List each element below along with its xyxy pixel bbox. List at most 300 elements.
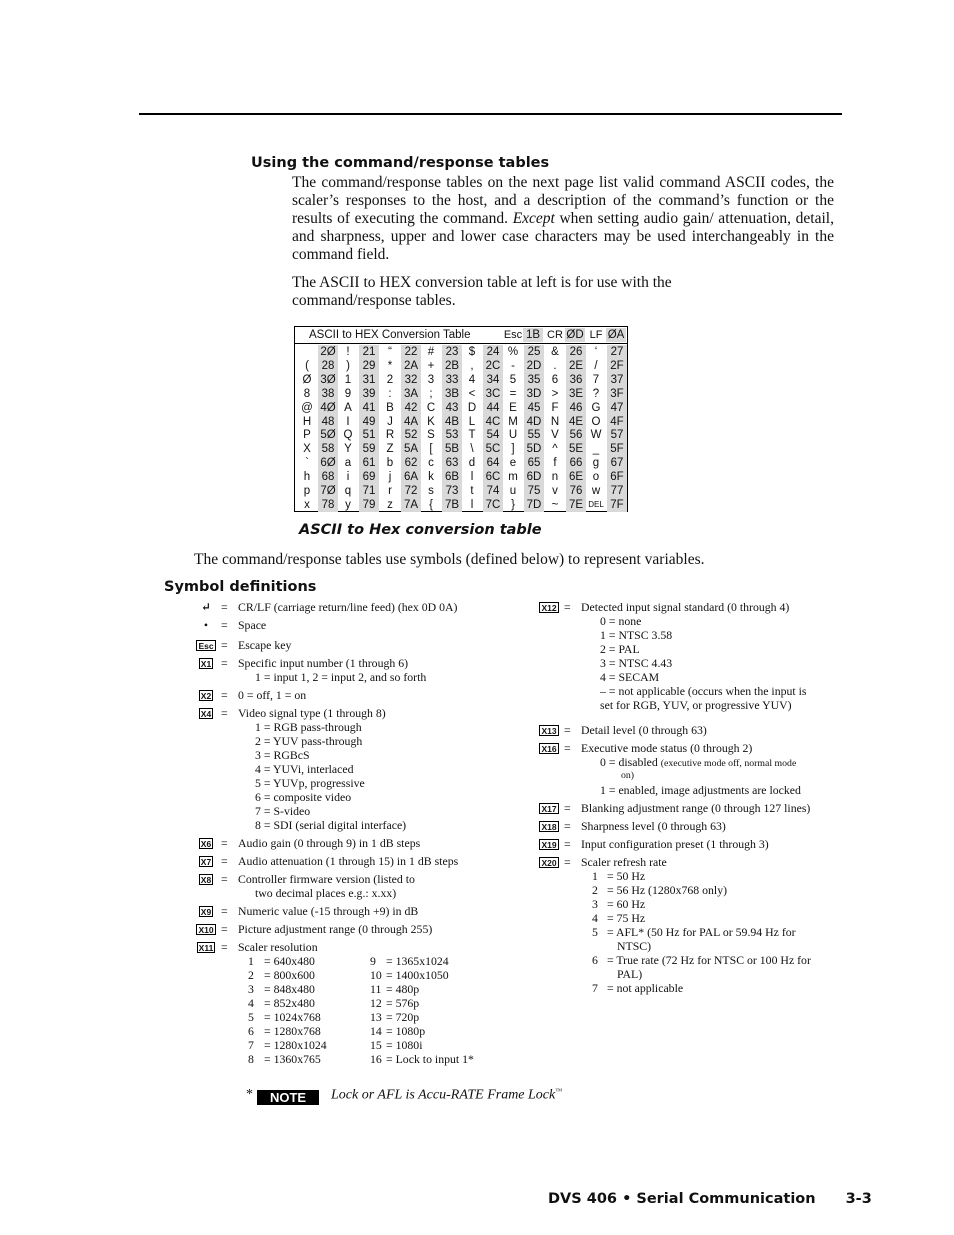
ascii-char: 4: [468, 373, 476, 386]
ascii-char: &: [551, 346, 559, 358]
ascii-hex: 23: [442, 345, 462, 359]
ascii-hex: 35: [524, 373, 544, 387]
ascii-char: I: [346, 415, 350, 428]
ascii-hex: 75: [524, 484, 544, 498]
ascii-char: _: [592, 443, 600, 456]
resolution-num: 8: [248, 1052, 254, 1066]
resolution-value: = 1360x765: [264, 1052, 321, 1066]
resolution-value: = 1024x768: [264, 1010, 321, 1024]
right-symbol-2-key-box: X16: [541, 744, 557, 754]
ascii-hex: 3Ø: [318, 373, 338, 387]
ascii-hex: 45: [524, 401, 544, 415]
left-symbol-5-sub: 6 = composite video: [255, 790, 352, 804]
ascii-hex: 6Ø: [318, 456, 338, 470]
ascii-char: P: [303, 429, 311, 442]
right-symbol-6: [538, 855, 868, 869]
left-symbol-0-equals: =: [221, 600, 228, 614]
ascii-char: u: [509, 485, 517, 497]
left-symbol-5-sub: 5 = YUVp, progressive: [255, 776, 365, 790]
ascii-header-hex: 1B: [523, 328, 543, 342]
resolution-value: = 640x480: [264, 954, 315, 968]
x12-sub: – = not applicable (occurs when the input is: [600, 684, 807, 698]
right-symbol-2-key: [538, 741, 560, 755]
right-symbol-6-equals: =: [564, 855, 571, 869]
ascii-hex: 5Ø: [318, 428, 338, 442]
ascii-hex: 21: [359, 345, 379, 359]
left-symbol-4: [195, 688, 525, 702]
ascii-hex: 62: [401, 456, 421, 470]
ascii-hex: 72: [401, 484, 421, 498]
right-symbol-0-equals: =: [564, 600, 571, 614]
right-symbol-2-equals: =: [564, 741, 571, 755]
left-symbol-3-equals: =: [221, 656, 228, 670]
resolution-value: = Lock to input 1*: [386, 1052, 474, 1066]
ascii-char: s: [428, 485, 434, 497]
left-symbol-5-sub: 2 = YUV pass-through: [255, 734, 363, 748]
ascii-hex: 49: [359, 415, 379, 429]
right-symbol-0-key: [538, 600, 560, 614]
ascii-hex: 67: [607, 456, 627, 470]
refresh-num: 3: [592, 897, 598, 911]
ascii-char: ): [346, 359, 350, 372]
left-symbol-2: [195, 638, 525, 652]
ascii-hex: 5A: [401, 442, 421, 456]
left-symbol-5-sub: 3 = RGBcS: [255, 748, 310, 762]
ascii-hex: 51: [359, 428, 379, 442]
ascii-char: 6: [551, 373, 559, 386]
ascii-char: o: [592, 471, 600, 484]
ascii-char: a: [344, 457, 352, 470]
ascii-char: -: [511, 359, 515, 372]
resolution-num: 6: [248, 1024, 254, 1038]
ascii-hex: 61: [359, 456, 379, 470]
resolution-num: 10: [370, 968, 382, 982]
ascii-hex: 7C: [483, 498, 503, 512]
right-symbol-3-desc: Blanking adjustment range (0 through 127 lines): [581, 801, 811, 815]
ascii-char: D: [467, 401, 477, 414]
left-symbol-4-desc: 0 = off, 1 = on: [238, 688, 307, 702]
ascii-hex: 73: [442, 484, 462, 498]
left-symbol-5-key: [195, 706, 217, 720]
ascii-char: .: [553, 359, 557, 372]
left-symbol-2-desc: Escape key: [238, 638, 292, 652]
resolution-value: = 1080p: [386, 1024, 426, 1038]
ascii-hex: 76: [566, 484, 586, 498]
ascii-hex: 6C: [483, 470, 503, 484]
ascii-char: B: [386, 401, 394, 414]
left-symbol-6-equals: =: [221, 836, 228, 850]
resolution-value: = 480p: [386, 982, 420, 996]
ascii-char: +: [427, 359, 435, 372]
left-symbol-5: [195, 706, 525, 720]
resolution-value: = 800x600: [264, 968, 315, 982]
left-symbol-11: [195, 940, 525, 954]
ascii-hex: 4F: [607, 415, 627, 429]
right-symbol-1-key-box: X13: [541, 726, 557, 736]
ascii-hex: 5C: [483, 442, 503, 456]
ascii-char: K: [427, 415, 435, 428]
ascii-hex: 3E: [566, 387, 586, 401]
ascii-char: ?: [592, 387, 600, 400]
left-symbol-6-key: [195, 836, 217, 850]
ascii-hex: 7A: [401, 498, 421, 512]
x12-sub: 2 = PAL: [600, 642, 640, 656]
resolution-num: 9: [370, 954, 376, 968]
ascii-header-char: CR: [547, 329, 563, 341]
right-symbol-3-key: [538, 801, 560, 815]
left-symbol-6-desc: Audio gain (0 through 9) in 1 dB steps: [238, 836, 421, 850]
paragraph-1-part-a: The command/response tables on the next page list valid command ASCII codes, the scaler’s responses to the host, and a description of the command’s function or the results of executing the command.: [292, 174, 834, 227]
ascii-hex: 65: [524, 456, 544, 470]
left-symbol-5-equals: =: [221, 706, 228, 720]
ascii-char: :: [388, 387, 392, 400]
ascii-hex: 53: [442, 428, 462, 442]
refresh-value: = not applicable: [607, 981, 684, 995]
ascii-char: G: [591, 401, 601, 414]
ascii-char: =: [509, 387, 517, 400]
left-symbol-9-equals: =: [221, 904, 228, 918]
resolution-num: 3: [248, 982, 254, 996]
ascii-char: !: [346, 346, 350, 358]
ascii-hex: 4Ø: [318, 401, 338, 415]
ascii-char: z: [387, 498, 393, 511]
ascii-char: >: [551, 387, 559, 400]
left-symbol-1-desc: Space: [238, 618, 267, 632]
left-symbol-3-desc: Specific input number (1 through 6): [238, 656, 409, 670]
x16-sub-small: (executive mode off, normal mode: [660, 758, 797, 769]
ascii-hex: 29: [359, 359, 379, 373]
paragraph-1-part-b: when setting audio gain/ attenuation, detail, and sharpness, upper and lower case characters may be used interchangeably in the command field.: [292, 210, 834, 263]
paragraph-1-emphasis: Except: [512, 210, 555, 227]
left-symbol-3-sub: 1 = input 1, 2 = input 2, and so forth: [255, 670, 427, 684]
ascii-hex: 4B: [442, 415, 462, 429]
ascii-hex: 4C: [483, 415, 503, 429]
ascii-hex: 7E: [566, 498, 586, 512]
ascii-hex: 6B: [442, 470, 462, 484]
ascii-char: `: [305, 457, 309, 470]
resolution-num: 7: [248, 1038, 254, 1052]
right-symbol-3: [538, 801, 868, 815]
ascii-char: L: [468, 415, 476, 428]
left-symbol-4-equals: =: [221, 688, 228, 702]
ascii-char: X: [303, 443, 311, 456]
x12-sub: 1 = NTSC 3.58: [600, 628, 673, 642]
ascii-char: M: [508, 415, 518, 428]
ascii-char: %: [507, 346, 519, 358]
ascii-hex: 37: [607, 373, 627, 387]
right-symbol-1: [538, 723, 868, 737]
resolution-value: = 576p: [386, 996, 420, 1010]
refresh-value: = 50 Hz: [607, 869, 646, 883]
ascii-hex: 3F: [607, 387, 627, 401]
ascii-hex: 63: [442, 456, 462, 470]
ascii-char: ‘: [594, 346, 598, 358]
ascii-hex: 28: [318, 359, 338, 373]
refresh-value: PAL): [617, 967, 643, 981]
ascii-hex: 77: [607, 484, 627, 498]
refresh-num: 5: [592, 925, 598, 939]
ascii-hex: 42: [401, 401, 421, 415]
ascii-hex: 57: [607, 428, 627, 442]
ascii-char: p: [303, 485, 311, 497]
note-badge: NOTE: [257, 1090, 319, 1105]
ascii-char: g: [592, 457, 600, 470]
left-symbol-4-key: [195, 688, 217, 702]
x12-sub: 4 = SECAM: [600, 670, 660, 684]
ascii-char: $: [468, 346, 476, 358]
left-symbol-5-desc: Video signal type (1 through 8): [238, 706, 386, 720]
left-symbol-7-key: [195, 854, 217, 868]
left-symbol-5-sub: 4 = YUVi, interlaced: [255, 762, 354, 776]
right-symbol-1-desc: Detail level (0 through 63): [581, 723, 707, 737]
ascii-hex: 3A: [401, 387, 421, 401]
ascii-char: x: [304, 498, 310, 511]
right-symbol-0: [538, 600, 868, 614]
ascii-char: v: [552, 485, 558, 497]
ascii-char: O: [591, 415, 601, 428]
refresh-value: = AFL* (50 Hz for PAL or 59.94 Hz for: [607, 925, 796, 939]
left-symbol-11-key-box: X11: [198, 943, 214, 953]
ascii-char: Z: [386, 443, 394, 456]
right-symbol-1-key: [538, 723, 560, 737]
right-symbol-4-equals: =: [564, 819, 571, 833]
left-symbol-8-key: [195, 872, 217, 886]
resolution-num: 4: [248, 996, 254, 1010]
ascii-char: *: [387, 359, 393, 372]
left-symbol-9-key: [195, 904, 217, 918]
right-symbol-4-desc: Sharpness level (0 through 63): [581, 819, 726, 833]
left-symbol-2-key: [195, 638, 217, 652]
ascii-char: l: [470, 498, 474, 511]
resolution-num: 13: [370, 1010, 382, 1024]
ascii-char: t: [470, 485, 474, 497]
ascii-hex: 2A: [401, 359, 421, 373]
ascii-hex: 36: [566, 373, 586, 387]
left-symbol-9: [195, 904, 525, 918]
symbols-heading: Symbol definitions: [164, 579, 317, 595]
resolution-num: 15: [370, 1038, 382, 1052]
ascii-char: Ø: [302, 373, 312, 386]
ascii-char: ;: [429, 387, 433, 400]
ascii-hex: 5B: [442, 442, 462, 456]
note-text: [331, 1087, 562, 1104]
left-symbol-8-equals: =: [221, 872, 228, 886]
left-symbol-0-key: ↵: [201, 600, 211, 614]
ascii-hex: 41: [359, 401, 379, 415]
ascii-header-hex: ØA: [607, 329, 625, 341]
ascii-header-char: LF: [589, 329, 603, 341]
right-symbol-0-key-box: X12: [541, 603, 557, 613]
resolution-num: 5: [248, 1010, 254, 1024]
ascii-char: i: [346, 471, 350, 484]
ascii-char: f: [553, 457, 557, 470]
right-symbol-4-key: [538, 819, 560, 833]
left-symbol-0-desc: CR/LF (carriage return/line feed) (hex 0D 0A): [238, 600, 458, 614]
ascii-hex: 39: [359, 387, 379, 401]
resolution-num: 16: [370, 1052, 382, 1066]
refresh-num: 7: [592, 981, 598, 995]
left-symbol-6-key-box: X6: [200, 839, 212, 849]
ascii-char: ~: [551, 498, 559, 511]
section-heading: Using the command/response tables: [251, 155, 550, 171]
ascii-hex: 46: [566, 401, 586, 415]
ascii-char: e: [509, 457, 517, 470]
ascii-hex: 69: [359, 470, 379, 484]
left-symbol-10-equals: =: [221, 922, 228, 936]
ascii-hex: 24: [483, 345, 503, 359]
ascii-char: <: [468, 387, 476, 400]
ascii-char: W: [590, 429, 602, 442]
left-symbol-10-desc: Picture adjustment range (0 through 255): [238, 922, 433, 936]
ascii-table-title: ASCII to HEX Conversion Table: [309, 329, 471, 341]
left-symbol-11-desc: Scaler resolution: [238, 940, 318, 954]
ascii-hex: 7B: [442, 498, 462, 512]
ascii-hex: 5E: [566, 442, 586, 456]
ascii-hex: 27: [607, 345, 627, 359]
right-symbol-6-desc: Scaler refresh rate: [581, 855, 667, 869]
ascii-char: Q: [343, 429, 353, 442]
ascii-char: 8: [303, 387, 311, 400]
ascii-char: h: [303, 471, 311, 484]
right-symbol-3-key-box: X17: [541, 804, 557, 814]
ascii-hex: 2B: [442, 359, 462, 373]
note-text-body: Lock or AFL is Accu-RATE Frame Lock: [331, 1087, 556, 1103]
resolution-num: 1: [248, 954, 254, 968]
left-symbol-10-key: [195, 922, 217, 936]
ascii-hex: 5F: [607, 442, 627, 456]
left-symbol-0: [195, 600, 525, 614]
right-symbol-5-equals: =: [564, 837, 571, 851]
ascii-char: 3: [427, 373, 435, 386]
ascii-table-divider: [295, 343, 627, 344]
left-symbol-5-sub: 7 = S-video: [255, 804, 311, 818]
ascii-char: S: [427, 429, 435, 442]
footer-title: DVS 406 • Serial Communication: [548, 1191, 816, 1207]
resolution-value: = 1365x1024: [386, 954, 449, 968]
left-symbol-11-equals: =: [221, 940, 228, 954]
x12-sub: set for RGB, YUV, or progressive YUV): [600, 698, 792, 712]
left-symbol-1-equals: =: [221, 618, 228, 632]
page-footer: [548, 1191, 872, 1207]
ascii-char: m: [508, 471, 518, 484]
ascii-char: l: [470, 471, 474, 484]
resolution-num: 14: [370, 1024, 382, 1038]
left-symbol-3-key: [195, 656, 217, 670]
ascii-hex: 71: [359, 484, 379, 498]
x16-sub-wrap: on): [621, 770, 635, 781]
resolution-value: = 1080i: [386, 1038, 423, 1052]
ascii-hex: 7Ø: [318, 484, 338, 498]
right-symbol-6-key-box: X20: [541, 858, 557, 868]
left-symbol-7-key-box: X7: [200, 857, 212, 867]
ascii-hex: 3D: [524, 387, 544, 401]
left-symbol-3: [195, 656, 525, 670]
ascii-char: @: [301, 401, 313, 414]
ascii-char: N: [550, 415, 560, 428]
ascii-char: R: [385, 429, 395, 442]
ascii-hex: 2D: [524, 359, 544, 373]
ascii-hex: 54: [483, 428, 503, 442]
right-symbol-1-equals: =: [564, 723, 571, 737]
ascii-hex: 44: [483, 401, 503, 415]
ascii-char: J: [387, 415, 393, 428]
ascii-hex: 6F: [607, 470, 627, 484]
right-symbol-2-desc: Executive mode status (0 through 2): [581, 741, 753, 755]
ascii-hex: 4E: [566, 415, 586, 429]
ascii-char: /: [594, 359, 598, 372]
resolution-value: = 720p: [386, 1010, 420, 1024]
ascii-hex: 79: [359, 498, 379, 512]
ascii-hex: 7D: [524, 498, 544, 512]
ascii-hex: 47: [607, 401, 627, 415]
left-symbol-8-desc: Controller firmware version (listed to: [238, 872, 415, 886]
left-symbol-7: [195, 854, 525, 868]
table-caption: ASCII to Hex conversion table: [299, 522, 542, 538]
ascii-hex: 2C: [483, 359, 503, 373]
ascii-char: H: [302, 415, 312, 428]
ascii-char: T: [468, 429, 476, 442]
ascii-char: 9: [344, 387, 352, 400]
ascii-hex: 68: [318, 470, 338, 484]
left-symbol-8-sub: two decimal places e.g.: x.xx): [255, 886, 397, 900]
left-symbol-4-key-box: X2: [200, 691, 212, 701]
ascii-hex: 4A: [401, 415, 421, 429]
ascii-header-hex: ØD: [566, 329, 584, 341]
right-symbol-4-key-box: X18: [541, 822, 557, 832]
resolution-num: 2: [248, 968, 254, 982]
left-symbol-1-key: •: [203, 618, 209, 632]
left-symbol-3-key-box: X1: [200, 659, 212, 669]
ascii-char: 1: [344, 373, 352, 386]
left-symbol-6: [195, 836, 525, 850]
ascii-hex: 3C: [483, 387, 503, 401]
resolution-value: = 1280x768: [264, 1024, 321, 1038]
trademark-mark: ™: [555, 1087, 563, 1095]
ascii-char: 7: [592, 373, 600, 386]
ascii-hex: 31: [359, 373, 379, 387]
ascii-hex: 25: [524, 345, 544, 359]
ascii-char: “: [388, 346, 392, 358]
ascii-char: c: [428, 457, 434, 470]
refresh-num: 6: [592, 953, 598, 967]
ascii-char: j: [388, 471, 392, 484]
refresh-num: 2: [592, 883, 598, 897]
ascii-char: k: [428, 471, 434, 484]
ascii-char: d: [468, 457, 476, 470]
resolution-value: = 1400x1050: [386, 968, 449, 982]
ascii-hex: 66: [566, 456, 586, 470]
refresh-num: 1: [592, 869, 598, 883]
right-symbol-5-key-box: X19: [541, 840, 557, 850]
ascii-hex: 74: [483, 484, 503, 498]
ascii-char: \: [470, 443, 474, 456]
top-rule: [139, 113, 842, 115]
refresh-value: = 60 Hz: [607, 897, 646, 911]
left-symbol-5-sub: 8 = SDI (serial digital interface): [255, 818, 407, 832]
refresh-value: = 75 Hz: [607, 911, 646, 925]
left-symbol-8-key-box: X8: [200, 875, 212, 885]
ascii-hex: 22: [401, 345, 421, 359]
ascii-hex: 7F: [607, 498, 627, 512]
left-symbol-7-desc: Audio attenuation (1 through 15) in 1 dB steps: [238, 854, 459, 868]
left-symbol-10-key-box: X10: [198, 925, 214, 935]
paragraph-1: [292, 174, 834, 264]
ascii-char: ^: [552, 443, 558, 456]
ascii-char: 5: [509, 373, 517, 386]
refresh-num: 4: [592, 911, 598, 925]
ascii-hex: 26: [566, 345, 586, 359]
ascii-char: y: [345, 498, 351, 511]
